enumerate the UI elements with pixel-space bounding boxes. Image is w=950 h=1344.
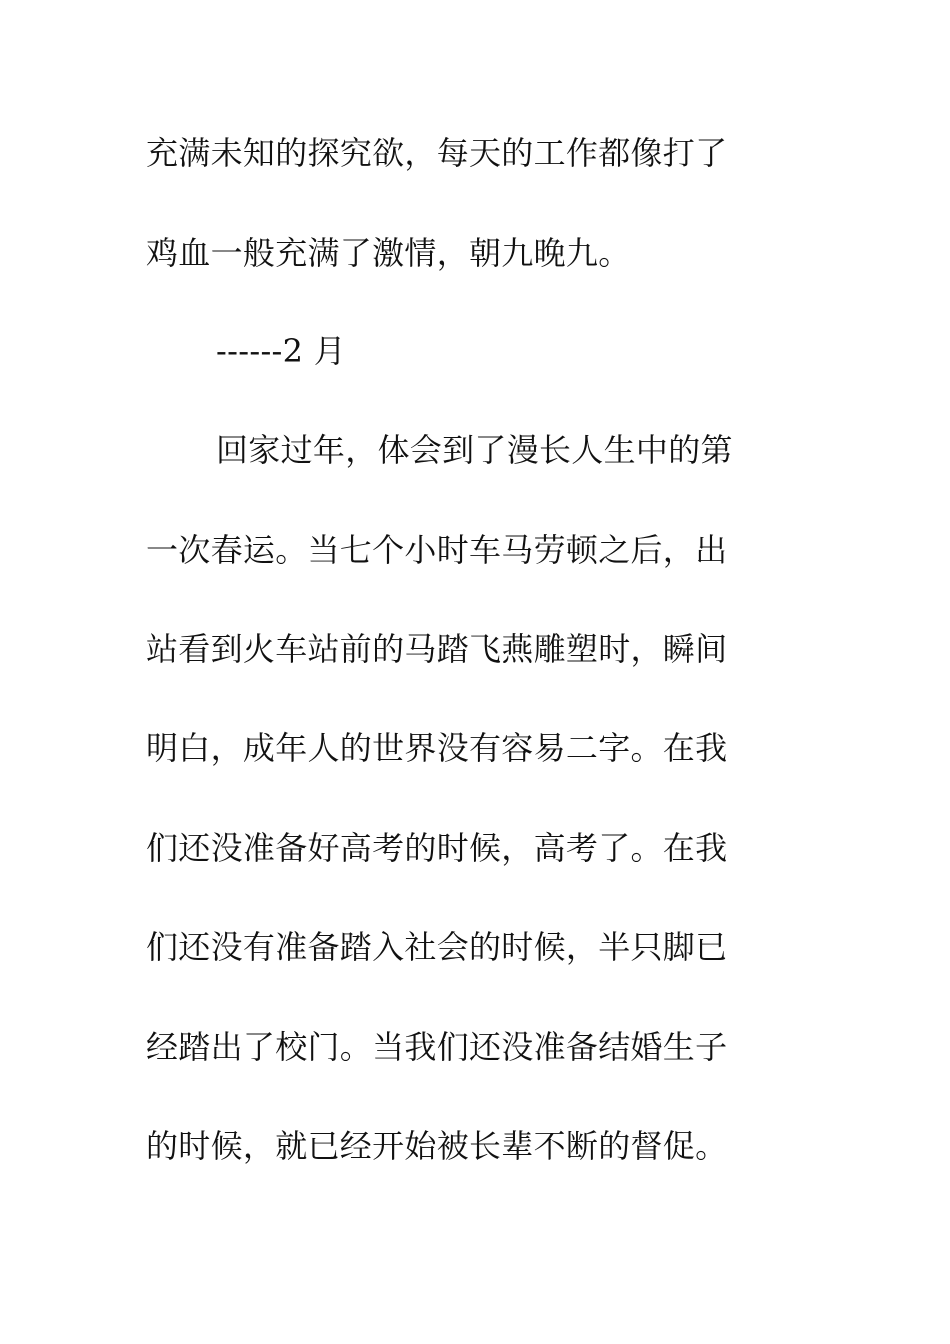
paragraph-line: 充满未知的探究欲，每天的工作都像打了 — [146, 134, 728, 172]
month-heading: ------2 月 — [216, 332, 347, 370]
paragraph-line: 的时候，就已经开始被长辈不断的督促。 — [146, 1127, 728, 1165]
paragraph-line: 们还没有准备踏入社会的时候，半只脚已 — [146, 928, 728, 966]
paragraph-line: 们还没准备好高考的时候，高考了。在我 — [146, 829, 728, 867]
paragraph-line: 回家过年，体会到了漫长人生中的第 — [216, 431, 733, 469]
paragraph-line: 经踏出了校门。当我们还没准备结婚生子 — [146, 1028, 728, 1066]
paragraph-line: 鸡血一般充满了激情，朝九晚九。 — [146, 234, 631, 272]
paragraph-line: 明白，成年人的世界没有容易二字。在我 — [146, 729, 728, 767]
paragraph-line: 一次春运。当七个小时车马劳顿之后，出 — [146, 531, 728, 569]
paragraph-line: 站看到火车站前的马踏飞燕雕塑时，瞬间 — [146, 630, 728, 668]
